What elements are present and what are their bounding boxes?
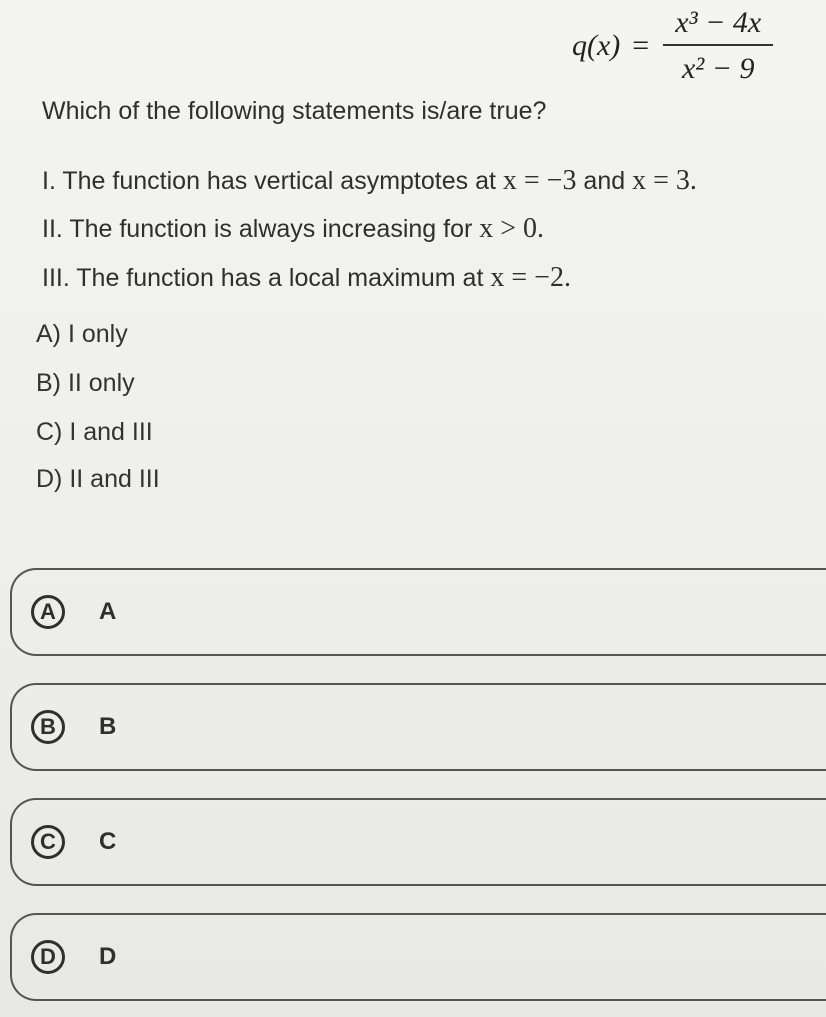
answer-option-b[interactable] <box>10 683 826 771</box>
statement-3 <box>42 262 571 294</box>
option-b-letter-badge: B <box>31 710 65 744</box>
statement-2 <box>42 213 544 245</box>
statement-3-end: . <box>563 262 571 293</box>
statement-3-text: III. The function has a local maximum at <box>42 264 491 292</box>
option-a-label: A <box>99 598 117 625</box>
choice-text-b: B) II only <box>36 369 135 397</box>
equation-numerator: x³ − 4x <box>675 6 762 39</box>
option-d-letter-badge: D <box>31 940 65 974</box>
statement-1-math-1: x = −3 <box>502 165 577 196</box>
statement-2-text: II. The function is always increasing for <box>42 215 480 243</box>
answer-option-a[interactable] <box>10 568 826 656</box>
choice-text-a: A) I only <box>36 320 128 348</box>
question-prompt: Which of the following statements is/are true? <box>42 97 547 125</box>
statement-2-end: . <box>537 213 545 244</box>
equation-lhs: q(x) <box>572 29 621 62</box>
statement-3-math: x = −2 <box>490 262 564 293</box>
equation-fraction <box>663 6 773 86</box>
option-c-label: C <box>99 828 117 855</box>
statement-1 <box>42 165 697 197</box>
statement-2-math: x > 0 <box>479 213 538 244</box>
equation-equals: = <box>632 29 650 62</box>
function-equation <box>572 6 773 86</box>
statement-1-text: I. The function has vertical asymptotes at <box>42 167 503 195</box>
answer-option-c[interactable] <box>10 798 826 886</box>
answer-option-d[interactable] <box>10 913 826 1001</box>
choice-text-d: D) II and III <box>36 465 160 493</box>
statement-1-end: . <box>689 165 697 196</box>
option-c-letter-badge: C <box>31 825 65 859</box>
statement-1-math-2: x = 3 <box>632 165 690 196</box>
option-d-label: D <box>99 943 117 970</box>
option-b-label: B <box>99 713 117 740</box>
equation-denominator: x² − 9 <box>681 52 755 85</box>
option-a-letter-badge: A <box>31 595 65 629</box>
statement-1-mid: and <box>576 167 633 195</box>
choice-text-c: C) I and III <box>36 418 153 446</box>
